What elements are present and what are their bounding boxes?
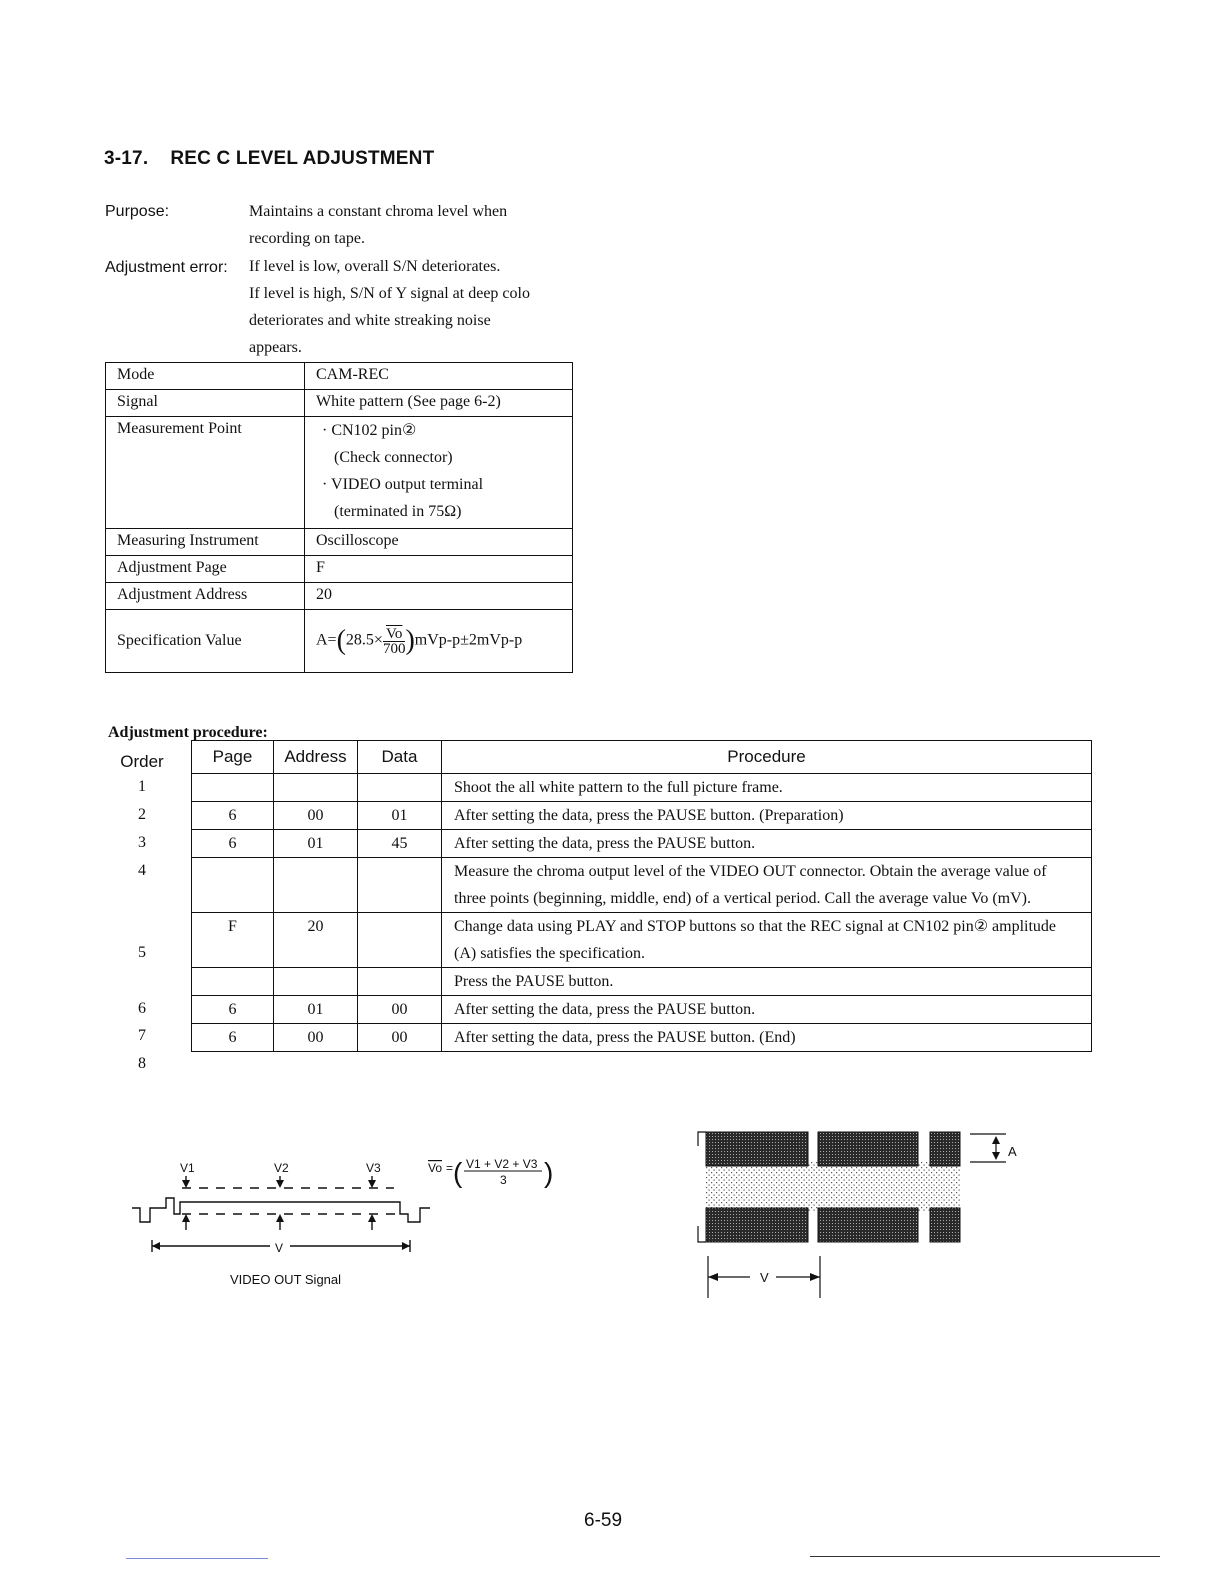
section-number: 3-17.: [104, 148, 149, 169]
procedure-row: [192, 858, 1092, 913]
cell-address: [274, 858, 358, 913]
arrowhead: [402, 1242, 410, 1250]
order-number: 4: [138, 862, 146, 879]
spec-row-adj-page: [106, 556, 573, 583]
spec-row-mode: [106, 363, 573, 390]
label-v2: V2: [274, 1161, 289, 1175]
formula-suffix: mVp-p±2mVp-p: [414, 631, 523, 649]
header-procedure: Procedure: [442, 741, 1092, 774]
formula-numerator: $\overline{Vo}$: [385, 625, 403, 642]
cell-page: 6: [192, 1024, 274, 1052]
arrowhead: [368, 1214, 376, 1222]
cell-address: [274, 774, 358, 802]
chroma-band: [706, 1162, 960, 1212]
burst-block-lower: [706, 1208, 808, 1242]
label-v1: V1: [180, 1161, 195, 1175]
footer-rule-right: [810, 1556, 1160, 1557]
page-number: 6-59: [584, 1510, 623, 1531]
spec-row-instrument: [106, 529, 573, 556]
cell-address: 00: [274, 1024, 358, 1052]
frame-left-top: [698, 1132, 706, 1146]
cell-data: 00: [358, 1024, 442, 1052]
spec-key: Measuring Instrument: [106, 529, 305, 556]
cell-data: 01: [358, 802, 442, 830]
measurement-point-line: · VIDEO output terminal: [322, 476, 484, 493]
spec-value: White pattern (See page 6-2): [305, 390, 573, 417]
spec-value: CAM-REC: [305, 363, 573, 390]
formula-paren-right: ): [544, 1157, 554, 1188]
formula-denominator: 3: [500, 1173, 507, 1187]
section-title-text: REC C LEVEL ADJUSTMENT: [170, 148, 435, 169]
formula-prefix: A=: [316, 631, 337, 649]
cell-data: 45: [358, 830, 442, 858]
spec-key: Measurement Point: [106, 417, 305, 529]
cell-procedure: Measure the chroma output level of the VIDEO OUT connector. Obtain the average value of three points (beginning, middle, end) of a vertical period. Call the average value Vo (mV).: [442, 858, 1092, 913]
spec-row-signal: [106, 390, 573, 417]
order-number: 3: [138, 834, 146, 851]
rec-signal-diagram: [690, 1126, 1030, 1306]
label-v-span: V: [275, 1241, 284, 1255]
arrowhead: [182, 1180, 190, 1188]
spec-key: Adjustment Page: [106, 556, 305, 583]
adjustment-error-line: appears.: [249, 339, 302, 356]
cell-address: 00: [274, 802, 358, 830]
spec-formula: A=(28.5× $\frac{\overline{Vo}}{700}$ )mVp-p±2mVp-p: [305, 610, 573, 673]
arrowhead: [152, 1242, 160, 1250]
adjustment-error-line: deteriorates and white streaking noise: [249, 312, 491, 329]
order-number: 8: [138, 1055, 146, 1072]
measurement-point-line: (terminated in 75Ω): [334, 503, 462, 520]
cell-data: [358, 774, 442, 802]
cell-page: F: [192, 913, 274, 968]
spec-table: [105, 362, 573, 673]
arrowhead: [368, 1180, 376, 1188]
arrowhead: [276, 1214, 284, 1222]
spec-row-measurement-point: [106, 417, 573, 529]
spec-row-adj-address: [106, 583, 573, 610]
label-v3: V3: [366, 1161, 381, 1175]
adjustment-error-label: Adjustment error:: [105, 259, 228, 276]
arrowhead: [276, 1180, 284, 1188]
procedure-row: [192, 968, 1092, 996]
adjustment-error-text: [249, 253, 530, 361]
header-data: Data: [358, 741, 442, 774]
cell-procedure: Press the PAUSE button.: [442, 968, 1092, 996]
arrowhead: [708, 1273, 718, 1281]
purpose-line: recording on tape.: [249, 230, 365, 247]
spec-key: Adjustment Address: [106, 583, 305, 610]
cell-procedure: After setting the data, press the PAUSE button.: [442, 996, 1092, 1024]
formula-numerator: V1 + V2 + V3: [466, 1157, 538, 1171]
arrowhead: [992, 1136, 1000, 1144]
spec-value: F: [305, 556, 573, 583]
procedure-row: [192, 802, 1092, 830]
burst-block-upper: [930, 1132, 960, 1166]
procedure-row: [192, 913, 1092, 968]
purpose-label: Purpose:: [105, 203, 170, 220]
procedure-header-row: [192, 741, 1092, 774]
spec-row-spec-value: [106, 610, 573, 673]
spec-key: Specification Value: [106, 610, 305, 673]
cell-procedure: Shoot the all white pattern to the full picture frame.: [442, 774, 1092, 802]
formula-denominator: 700: [382, 640, 406, 657]
cell-procedure: After setting the data, press the PAUSE button. (End): [442, 1024, 1092, 1052]
video-out-caption: VIDEO OUT Signal: [230, 1272, 342, 1287]
arrowhead: [810, 1273, 820, 1281]
spec-key: Signal: [106, 390, 305, 417]
order-number: 5: [138, 944, 146, 961]
cell-page: [192, 774, 274, 802]
cell-procedure: Change data using PLAY and STOP buttons so that the REC signal at CN102 pin② amplitude (A) satisfies the specification.: [442, 913, 1092, 968]
burst-block-lower: [818, 1208, 918, 1242]
purpose-line: Maintains a constant chroma level when: [249, 203, 508, 220]
cell-data: [358, 968, 442, 996]
burst-block-upper: [818, 1132, 918, 1166]
cell-page: [192, 858, 274, 913]
burst-block-lower: [930, 1208, 960, 1242]
spec-value: Oscilloscope: [305, 529, 573, 556]
footer-rule-left: [126, 1558, 268, 1559]
procedure-heading: Adjustment procedure:: [108, 724, 268, 741]
adjustment-error-line: If level is low, overall S/N deteriorates.: [249, 258, 501, 275]
cell-page: 6: [192, 996, 274, 1024]
formula-fraction: [383, 627, 406, 656]
cell-procedure: After setting the data, press the PAUSE button.: [442, 830, 1092, 858]
order-header: Order: [120, 752, 164, 771]
cell-data: [358, 858, 442, 913]
spec-value: 20: [305, 583, 573, 610]
procedure-row: [192, 996, 1092, 1024]
video-out-signal-diagram: [130, 1140, 590, 1300]
order-number: 2: [138, 806, 146, 823]
frame-left-bottom: [698, 1226, 706, 1242]
spec-key: Mode: [106, 363, 305, 390]
burst-block-upper: [706, 1132, 808, 1166]
procedure-row: [192, 1024, 1092, 1052]
section-title: [104, 148, 434, 170]
order-column: [110, 748, 174, 776]
label-v: V: [760, 1270, 769, 1285]
formula-vo: Vo: [428, 1161, 443, 1175]
formula-coef: 28.5×: [345, 631, 383, 649]
label-a: A: [1008, 1144, 1017, 1159]
spec-value: [305, 417, 573, 529]
procedure-row: [192, 774, 1092, 802]
measurement-point-line: · CN102 pin②: [322, 422, 417, 439]
cell-data: [358, 913, 442, 968]
formula-paren-left: (: [453, 1157, 463, 1188]
measurement-point-line: (Check connector): [334, 449, 453, 466]
cell-data: 00: [358, 996, 442, 1024]
order-number: 6: [138, 1000, 146, 1017]
formula-equals: =: [446, 1161, 454, 1175]
order-number: 1: [138, 778, 146, 795]
cell-page: 6: [192, 830, 274, 858]
arrowhead: [182, 1214, 190, 1222]
header-page: Page: [192, 741, 274, 774]
arrowhead: [992, 1152, 1000, 1160]
procedure-row: [192, 830, 1092, 858]
cell-procedure: After setting the data, press the PAUSE button. (Preparation): [442, 802, 1092, 830]
cell-page: [192, 968, 274, 996]
order-number: 7: [138, 1027, 146, 1044]
purpose-text: [249, 198, 507, 252]
cell-address: 01: [274, 996, 358, 1024]
cell-address: 20: [274, 913, 358, 968]
header-address: Address: [274, 741, 358, 774]
cell-address: 01: [274, 830, 358, 858]
adjustment-error-line: If level is high, S/N of Y signal at deep colo: [249, 285, 530, 302]
cell-page: 6: [192, 802, 274, 830]
procedure-table: [191, 740, 1092, 1052]
cell-address: [274, 968, 358, 996]
